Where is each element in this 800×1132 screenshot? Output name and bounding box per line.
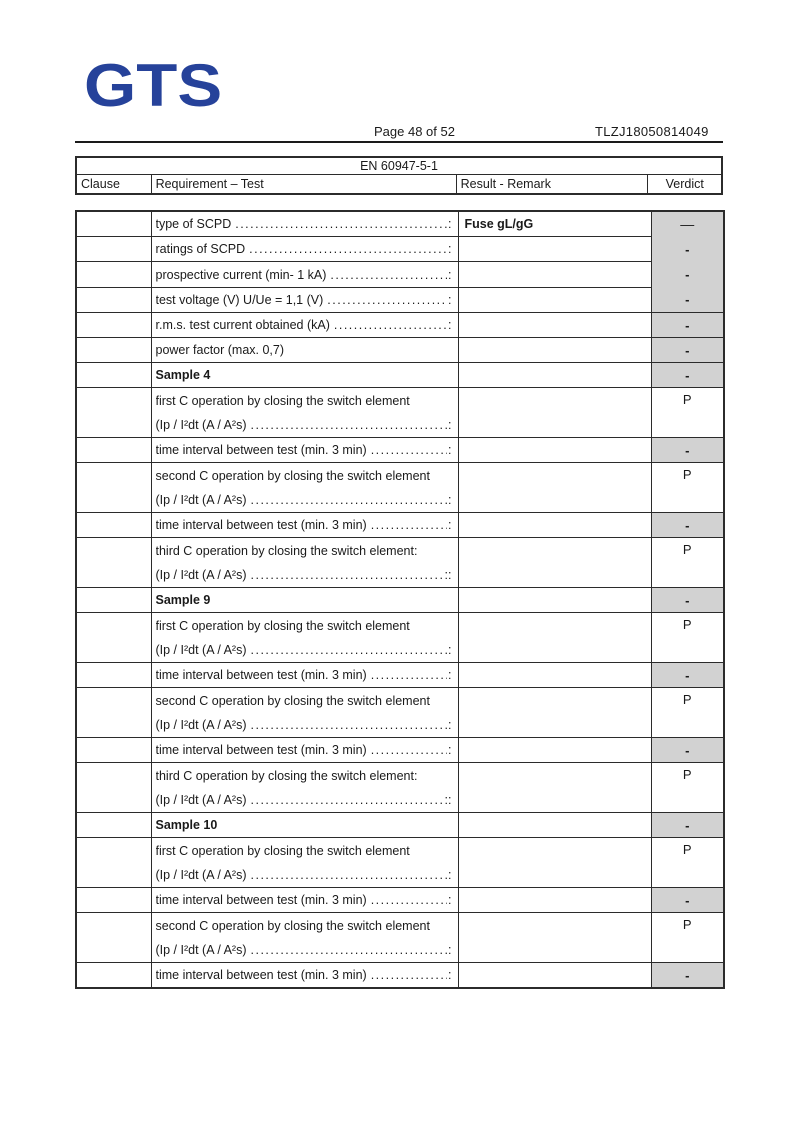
column-header-clause: Clause — [77, 175, 152, 193]
requirement-line: (Ip / I²dt (A / A²s) ..... : — [156, 488, 452, 512]
table-row — [76, 813, 724, 838]
requirement-line: Sample 9 — [155, 593, 211, 607]
page-number: Page 48 of 52 — [374, 124, 455, 139]
clause-cell — [76, 663, 151, 688]
table-row — [76, 588, 724, 613]
column-header-requirement: Requirement – Test — [152, 175, 457, 193]
clause-cell — [76, 513, 151, 538]
clause-cell — [76, 613, 151, 663]
verdict-cell: - — [651, 363, 724, 388]
requirement-line: time interval between test (min. 3 min) ..... : — [156, 738, 452, 762]
requirement-line: ratings of SCPD ..... : — [156, 237, 452, 261]
dot-leader — [371, 513, 447, 537]
table-row — [76, 888, 724, 913]
requirement-line: time interval between test (min. 3 min) ..... : — [156, 663, 452, 687]
requirement-line: first C operation by closing the switch element — [155, 843, 410, 858]
requirement-line: type of SCPD ..... : — [156, 212, 452, 236]
clause-cell — [76, 763, 151, 813]
table-row — [76, 513, 724, 538]
dot-leader — [251, 788, 444, 812]
requirement-cell — [151, 838, 458, 888]
requirement-line: (Ip / I²dt (A / A²s) ..... : — [156, 938, 452, 962]
requirement-line: (Ip / I²dt (A / A²s) ..... : — [156, 713, 452, 737]
table-row — [76, 688, 724, 738]
result-cell — [458, 363, 651, 388]
verdict-cell — [651, 211, 724, 313]
clause-cell — [76, 738, 151, 763]
table-row — [76, 211, 724, 237]
requirement-line: second C operation by closing the switch element — [155, 693, 430, 708]
result-cell — [458, 463, 651, 513]
requirement-line: time interval between test (min. 3 min) ..... : — [156, 963, 452, 987]
requirement-cell — [151, 738, 458, 763]
requirement-line: time interval between test (min. 3 min) ..... : — [156, 888, 452, 912]
standard-title: EN 60947-5-1 — [77, 158, 721, 175]
requirement-cell — [151, 963, 458, 989]
verdict-cell: P — [651, 388, 724, 438]
dot-leader — [371, 438, 447, 462]
verdict-cell: - — [651, 888, 724, 913]
requirement-line: third C operation by closing the switch element: — [155, 543, 418, 558]
table-row — [76, 438, 724, 463]
table-row — [76, 613, 724, 663]
verdict-cell: P — [651, 763, 724, 813]
verdict-mark: — — [680, 216, 695, 232]
result-cell — [458, 838, 651, 888]
clause-cell — [76, 211, 151, 237]
result-cell — [458, 588, 651, 613]
result-cell — [458, 763, 651, 813]
requirement-cell — [151, 763, 458, 813]
result-cell — [458, 438, 651, 463]
report-table-body — [76, 211, 724, 988]
dot-leader — [251, 713, 448, 737]
result-cell — [458, 738, 651, 763]
verdict-cell: - — [651, 438, 724, 463]
clause-cell — [76, 688, 151, 738]
clause-cell — [76, 237, 151, 262]
table-row — [76, 463, 724, 513]
clause-cell — [76, 438, 151, 463]
table-row — [76, 363, 724, 388]
requirement-cell — [151, 363, 458, 388]
verdict-cell: P — [651, 838, 724, 888]
requirement-line: r.m.s. test current obtained (kA) ..... : — [156, 313, 452, 337]
requirement-cell — [151, 513, 458, 538]
dot-leader — [251, 638, 448, 662]
table-row — [76, 963, 724, 989]
result-cell — [458, 538, 651, 588]
table-row — [76, 287, 724, 312]
verdict-cell: - — [651, 738, 724, 763]
requirement-line: prospective current (min- 1 kA) ..... : — [156, 263, 452, 287]
requirement-cell — [151, 538, 458, 588]
requirement-cell — [151, 888, 458, 913]
requirement-line: (Ip / I²dt (A / A²s) ..... : — [156, 638, 452, 662]
result-cell — [458, 287, 651, 312]
gts-logo: GTS — [84, 52, 223, 119]
clause-cell — [76, 313, 151, 338]
requirement-line: first C operation by closing the switch element — [155, 618, 410, 633]
verdict-cell: - — [651, 338, 724, 363]
requirement-cell — [151, 388, 458, 438]
clause-cell — [76, 538, 151, 588]
result-cell — [458, 688, 651, 738]
verdict-cell: - — [651, 663, 724, 688]
clause-cell — [76, 262, 151, 287]
table-row — [76, 338, 724, 363]
dot-leader — [235, 212, 447, 236]
result-cell — [458, 613, 651, 663]
clause-cell — [76, 338, 151, 363]
requirement-cell — [151, 663, 458, 688]
table-row — [76, 538, 724, 588]
verdict-cell: - — [651, 813, 724, 838]
requirement-line: (Ip / I²dt (A / A²s) ..... : — [156, 863, 452, 887]
requirement-cell — [151, 211, 458, 237]
result-cell — [458, 338, 651, 363]
table-row — [76, 313, 724, 338]
dot-leader — [371, 963, 447, 987]
result-cell — [458, 262, 651, 287]
result-cell — [458, 813, 651, 838]
table-row — [76, 388, 724, 438]
table-row — [76, 913, 724, 963]
dot-leader — [334, 313, 447, 337]
result-cell — [458, 388, 651, 438]
dot-leader — [251, 413, 448, 437]
column-header-result: Result - Remark — [457, 175, 649, 193]
dot-leader — [330, 263, 447, 287]
requirement-line: second C operation by closing the switch element — [155, 468, 430, 483]
dot-leader — [249, 237, 447, 261]
result-cell — [458, 313, 651, 338]
requirement-line: Sample 4 — [155, 368, 211, 382]
result-cell — [458, 237, 651, 262]
requirement-cell — [151, 588, 458, 613]
clause-cell — [76, 838, 151, 888]
clause-cell — [76, 463, 151, 513]
requirement-cell — [151, 913, 458, 963]
requirement-cell — [151, 463, 458, 513]
verdict-mark: - — [685, 242, 690, 257]
verdict-cell: P — [651, 613, 724, 663]
column-header-row — [77, 175, 721, 193]
dot-leader — [327, 288, 447, 312]
clause-cell — [76, 388, 151, 438]
clause-cell — [76, 588, 151, 613]
clause-cell — [76, 913, 151, 963]
table-header-box — [75, 156, 723, 195]
header-divider — [75, 141, 723, 143]
requirement-cell — [151, 438, 458, 463]
dot-leader — [371, 663, 447, 687]
requirement-line: second C operation by closing the switch element — [155, 918, 430, 933]
dot-leader — [251, 488, 448, 512]
requirement-line: time interval between test (min. 3 min) ..... : — [156, 438, 452, 462]
result-cell — [458, 888, 651, 913]
verdict-cell: - — [651, 963, 724, 989]
requirement-line: (Ip / I²dt (A / A²s) ..... :: — [156, 788, 452, 812]
clause-cell — [76, 813, 151, 838]
verdict-cell: - — [651, 513, 724, 538]
verdict-cell: P — [651, 688, 724, 738]
requirement-cell — [151, 313, 458, 338]
requirement-line: Sample 10 — [155, 818, 218, 832]
dot-leader — [251, 863, 448, 887]
verdict-cell: P — [651, 913, 724, 963]
result-cell — [458, 913, 651, 963]
requirements-table — [75, 210, 725, 989]
table-row — [76, 838, 724, 888]
requirement-cell — [151, 237, 458, 262]
dot-leader — [371, 888, 447, 912]
requirement-cell — [151, 813, 458, 838]
verdict-cell: P — [651, 538, 724, 588]
column-header-verdict: Verdict — [665, 177, 704, 191]
requirement-line: (Ip / I²dt (A / A²s) ..... :: — [156, 563, 452, 587]
requirement-cell — [151, 262, 458, 287]
requirement-line: power factor (max. 0,7) — [155, 343, 285, 357]
result-cell — [458, 963, 651, 989]
requirement-cell — [151, 338, 458, 363]
result-cell: Fuse gL/gG — [458, 211, 651, 237]
requirement-line: third C operation by closing the switch element: — [155, 768, 418, 783]
table-row — [76, 663, 724, 688]
verdict-cell: - — [651, 588, 724, 613]
clause-cell — [76, 287, 151, 312]
dot-leader — [371, 738, 447, 762]
requirement-line: test voltage (V) U/Ue = 1,1 (V) ..... : — [156, 288, 452, 312]
verdict-mark: - — [685, 292, 690, 307]
requirement-line: time interval between test (min. 3 min) ..... : — [156, 513, 452, 537]
clause-cell — [76, 963, 151, 989]
table-row — [76, 237, 724, 262]
verdict-cell: - — [651, 313, 724, 338]
dot-leader — [251, 563, 444, 587]
verdict-mark: - — [685, 267, 690, 282]
dot-leader — [251, 938, 448, 962]
result-cell — [458, 513, 651, 538]
clause-cell — [76, 363, 151, 388]
requirement-cell — [151, 287, 458, 312]
requirement-cell — [151, 613, 458, 663]
requirement-line: first C operation by closing the switch element — [155, 393, 410, 408]
requirement-cell — [151, 688, 458, 738]
requirement-line: (Ip / I²dt (A / A²s) ..... : — [156, 413, 452, 437]
table-row — [76, 738, 724, 763]
table-row — [76, 262, 724, 287]
verdict-cell: P — [651, 463, 724, 513]
result-cell — [458, 663, 651, 688]
clause-cell — [76, 888, 151, 913]
table-row — [76, 763, 724, 813]
report-number: TLZJ18050814049 — [595, 124, 709, 139]
